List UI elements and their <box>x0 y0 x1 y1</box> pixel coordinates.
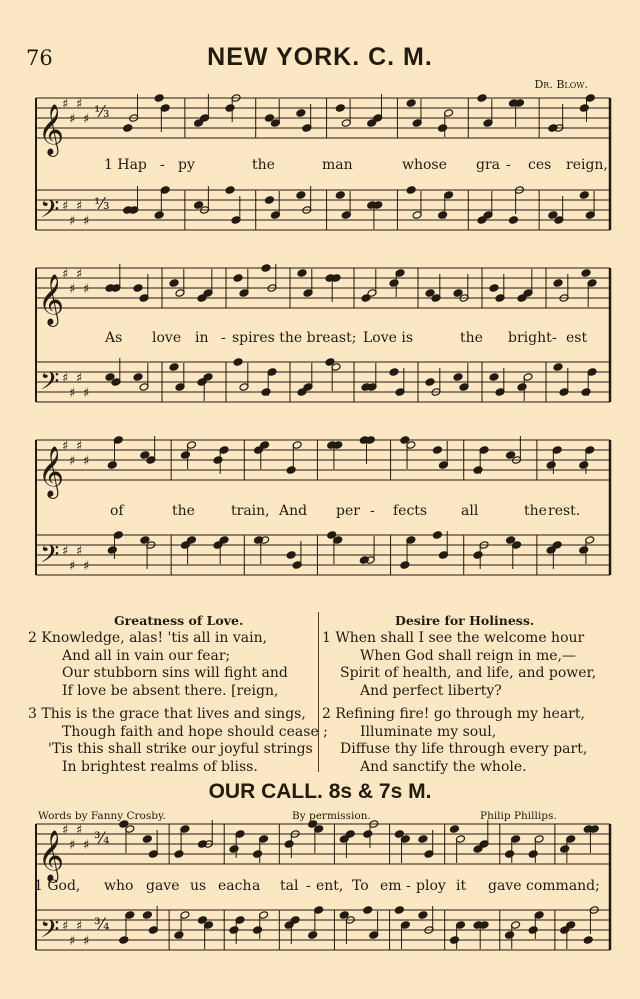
treble-clef-icon: 𝄞 <box>38 830 65 881</box>
sharp-icon: ♯ <box>76 544 83 559</box>
note-head-icon <box>425 378 435 387</box>
sharp-icon: ♯ <box>76 97 83 112</box>
note-head-icon <box>107 461 117 470</box>
note-head-icon <box>546 546 556 555</box>
lyric-syllable: - <box>370 503 375 519</box>
note-head-icon <box>477 94 487 103</box>
note-head-icon <box>253 926 263 935</box>
note-head-icon <box>174 931 184 940</box>
words-credit: Words by Fanny Crosby. <box>38 810 166 822</box>
note-head-icon <box>335 104 345 113</box>
verse-line: And all in vain our fear; <box>62 647 231 664</box>
verse-heading-left: Greatness of Love. <box>114 613 244 628</box>
lyric-syllable: - <box>160 157 165 173</box>
note-head-icon <box>579 546 589 555</box>
permission-note: By permission. <box>292 810 371 822</box>
lyric-syllable: in <box>195 330 209 346</box>
sharp-icon: ♯ <box>83 282 90 297</box>
verse-line: And perfect liberty? <box>360 682 502 699</box>
sharp-icon: ♯ <box>76 371 83 386</box>
time-signature: ⅓ <box>94 194 110 213</box>
verse-line: When God shall reign in me,— <box>360 647 576 664</box>
note-head-icon <box>213 456 223 465</box>
note-head-icon <box>389 279 399 288</box>
note-head-icon <box>154 94 164 103</box>
lyric-syllable: man <box>322 157 353 173</box>
note-head-icon <box>581 388 591 397</box>
note-head-icon <box>394 906 404 915</box>
lyric-syllable: bright <box>508 330 552 346</box>
lyric-syllable: - <box>552 330 557 346</box>
time-signature: ¾ <box>94 914 110 933</box>
lyric-syllable: us <box>190 878 207 894</box>
note-head-icon <box>284 840 294 849</box>
treble-clef-icon: 𝄞 <box>38 446 65 497</box>
note-head-icon <box>553 363 563 372</box>
verse-line: 2 Knowledge, alas! 'tis all in vain, <box>28 630 268 646</box>
note-head-icon <box>297 388 307 397</box>
verse-line: Diffuse thy life through every part, <box>340 741 588 757</box>
sharp-icon: ♯ <box>62 371 69 386</box>
note-head-icon <box>154 211 164 220</box>
lyric-syllable: - <box>306 878 311 894</box>
verse-line: 3 This is the grace that lives and sings, <box>28 706 306 722</box>
lyric-syllable: py <box>178 157 195 173</box>
lyric-syllable: ploy <box>416 878 446 894</box>
note-head-icon <box>335 191 345 200</box>
verse-line: Illuminate my soul, <box>360 723 497 740</box>
lyric-syllable: fects <box>393 503 428 519</box>
sharp-icon: ♯ <box>69 559 76 574</box>
sharp-icon: ♯ <box>62 97 69 112</box>
lyric-syllable: To <box>352 878 369 894</box>
note-head-icon <box>169 279 179 288</box>
bass-clef-icon: 𝄢 <box>40 195 60 230</box>
sharp-icon: ♯ <box>83 559 90 574</box>
note-head-icon <box>553 279 563 288</box>
note-head-icon <box>473 845 483 854</box>
bass-clef-icon: 𝄢 <box>40 367 60 402</box>
composer-credit-2: Philip Phillips. <box>480 810 557 822</box>
note-head-icon <box>432 446 442 455</box>
note-head-icon <box>286 466 296 475</box>
note-head-icon <box>361 294 371 303</box>
note-head-icon <box>261 388 271 397</box>
sharp-icon: ♯ <box>83 454 90 469</box>
note-head-icon <box>528 850 538 859</box>
note-head-icon <box>418 911 428 920</box>
lyric-syllable: rest. <box>548 503 581 519</box>
note-head-icon <box>438 211 448 220</box>
note-head-icon <box>489 284 499 293</box>
note-head-icon <box>579 461 589 470</box>
note-head-icon <box>233 274 243 283</box>
treble-clef-icon: 𝄞 <box>38 104 65 155</box>
note-head-icon <box>180 541 190 550</box>
note-head-icon <box>296 191 306 200</box>
note-head-icon <box>406 186 416 195</box>
lyric-syllable: ent, <box>316 878 344 894</box>
lyric-syllable: As <box>105 330 123 346</box>
bass-clef-icon: 𝄢 <box>40 540 60 575</box>
sharp-icon: ♯ <box>69 214 76 229</box>
note-head-icon <box>367 119 377 128</box>
note-head-icon <box>119 936 129 945</box>
lyric-syllable: command; <box>526 878 600 894</box>
lyric-syllable: the <box>524 503 547 519</box>
sharp-icon: ♯ <box>76 439 83 454</box>
sharp-icon: ♯ <box>83 112 90 127</box>
note-head-icon <box>546 461 556 470</box>
sharp-icon: ♯ <box>83 214 90 229</box>
sharp-icon: ♯ <box>62 199 69 214</box>
note-head-icon <box>453 373 463 382</box>
sharp-icon: ♯ <box>62 544 69 559</box>
lyric-syllable: 1 God, <box>34 878 81 894</box>
note-head-icon <box>229 926 239 935</box>
note-head-icon <box>517 294 527 303</box>
lyric-syllable: love <box>152 330 182 346</box>
note-head-icon <box>473 466 483 475</box>
verse-line: Spirit of health, and life, and power, <box>340 665 597 681</box>
note-head-icon <box>583 936 593 945</box>
note-head-icon <box>308 931 318 940</box>
note-head-icon <box>505 850 515 859</box>
sharp-icon: ♯ <box>83 838 90 853</box>
note-head-icon <box>489 373 499 382</box>
verse-heading-right: Desire for Holiness. <box>395 613 535 628</box>
time-signature: ¾ <box>94 828 110 847</box>
sharp-icon: ♯ <box>62 919 69 934</box>
note-head-icon <box>579 191 589 200</box>
note-head-icon <box>432 531 442 540</box>
note-head-icon <box>133 373 143 382</box>
note-head-icon <box>233 358 243 367</box>
sharp-icon: ♯ <box>76 919 83 934</box>
lyric-syllable: who <box>104 878 134 894</box>
note-head-icon <box>508 216 518 225</box>
sharp-icon: ♯ <box>62 823 69 838</box>
lyric-syllable: tal <box>280 878 299 894</box>
note-head-icon <box>197 378 207 387</box>
note-head-icon <box>296 109 306 118</box>
lyric-syllable: gave <box>146 878 180 894</box>
sharp-icon: ♯ <box>76 199 83 214</box>
lyric-syllable: the <box>460 330 483 346</box>
bass-clef-icon: 𝄢 <box>40 915 60 950</box>
verse-line: Our stubborn sins will fight and <box>62 665 288 681</box>
note-head-icon <box>229 845 239 854</box>
note-head-icon <box>418 835 428 844</box>
note-head-icon <box>339 835 349 844</box>
lyric-syllable: And <box>279 503 308 519</box>
sharp-icon: ♯ <box>69 838 76 853</box>
time-signature: ⅓ <box>94 102 110 121</box>
note-head-icon <box>133 284 143 293</box>
note-head-icon <box>142 911 152 920</box>
note-head-icon <box>438 124 448 133</box>
lyric-syllable: the <box>252 157 275 173</box>
note-head-icon <box>560 845 570 854</box>
note-head-icon <box>297 269 307 278</box>
note-head-icon <box>363 830 373 839</box>
note-head-icon <box>225 186 235 195</box>
note-head-icon <box>389 368 399 377</box>
note-head-icon <box>174 850 184 859</box>
note-head-icon <box>528 926 538 935</box>
note-head-icon <box>180 451 190 460</box>
sharp-icon: ♯ <box>69 282 76 297</box>
lyric-syllable: gra <box>476 157 501 173</box>
composer-credit: Dr. Blow. <box>534 78 588 91</box>
note-head-icon <box>581 269 591 278</box>
verse-line: 2 Refining fire! go through my heart, <box>322 706 585 722</box>
lyric-syllable: Love is <box>363 330 414 346</box>
lyric-syllable: est <box>566 330 588 346</box>
note-head-icon <box>473 551 483 560</box>
lyric-syllable: - <box>506 157 511 173</box>
note-head-icon <box>264 196 274 205</box>
note-head-icon <box>197 294 207 303</box>
note-head-icon <box>449 936 459 945</box>
lyric-syllable: ces <box>528 157 552 173</box>
lyric-syllable: - <box>406 878 411 894</box>
note-head-icon <box>225 104 235 113</box>
verse-line: Though faith and hope should cease ; <box>62 723 328 740</box>
note-head-icon <box>477 216 487 225</box>
sharp-icon: ♯ <box>76 267 83 282</box>
note-head-icon <box>107 546 117 555</box>
sharp-icon: ♯ <box>83 386 90 401</box>
lyric-syllable: 1 Hap <box>104 157 147 173</box>
sharp-icon: ♯ <box>83 934 90 949</box>
note-head-icon <box>560 926 570 935</box>
column-divider <box>318 612 319 772</box>
treble-clef-icon: 𝄞 <box>38 274 65 325</box>
verse-line: In brightest realms of bliss. <box>62 758 258 775</box>
lyric-syllable: the <box>172 503 195 519</box>
lyric-syllable: of <box>110 503 124 519</box>
note-head-icon <box>579 104 589 113</box>
page-number: 76 <box>26 46 53 70</box>
lyric-syllable: per <box>336 503 360 519</box>
verse-line: 'Tis this shall strike our joyful strings <box>48 741 313 757</box>
lyric-syllable: train, <box>231 503 270 519</box>
hymn-title-new-york: NEW YORK. C. M. <box>207 43 433 71</box>
note-head-icon <box>517 383 527 392</box>
hymn-title-our-call: OUR CALL. 8s & 7s M. <box>208 780 432 803</box>
sharp-icon: ♯ <box>69 386 76 401</box>
lyric-syllable: it <box>456 878 467 894</box>
sharp-icon: ♯ <box>69 112 76 127</box>
sharp-icon: ♯ <box>69 934 76 949</box>
lyric-syllable: reign, <box>566 157 608 173</box>
note-head-icon <box>123 124 133 133</box>
sharp-icon: ♯ <box>69 454 76 469</box>
lyric-syllable: each <box>218 878 252 894</box>
note-head-icon <box>286 551 296 560</box>
note-head-icon <box>400 561 410 570</box>
note-head-icon <box>261 264 271 273</box>
note-head-icon <box>213 541 223 550</box>
note-head-icon <box>194 119 204 128</box>
sharp-icon: ♯ <box>62 439 69 454</box>
lyric-syllable: spires the breast; <box>232 330 357 346</box>
note-head-icon <box>406 99 416 108</box>
note-head-icon <box>363 906 373 915</box>
sharp-icon: ♯ <box>62 267 69 282</box>
note-head-icon <box>253 850 263 859</box>
note-head-icon <box>449 825 459 834</box>
lyric-syllable: gave <box>488 878 522 894</box>
note-head-icon <box>169 363 179 372</box>
lyric-syllable: - <box>221 330 226 346</box>
lyric-syllable: whose <box>402 157 447 173</box>
verse-line: If love be absent there. [reign, <box>62 682 279 699</box>
verse-line: 1 When shall I see the welcome hour <box>322 630 585 646</box>
lyric-syllable: a <box>252 878 261 894</box>
note-head-icon <box>284 921 294 930</box>
sharp-icon: ♯ <box>76 823 83 838</box>
note-head-icon <box>505 931 515 940</box>
note-head-icon <box>142 835 152 844</box>
note-head-icon <box>254 446 264 455</box>
lyric-syllable: all <box>461 503 479 519</box>
lyric-syllable: em <box>380 878 402 894</box>
verse-line: And sanctify the whole. <box>360 758 527 775</box>
